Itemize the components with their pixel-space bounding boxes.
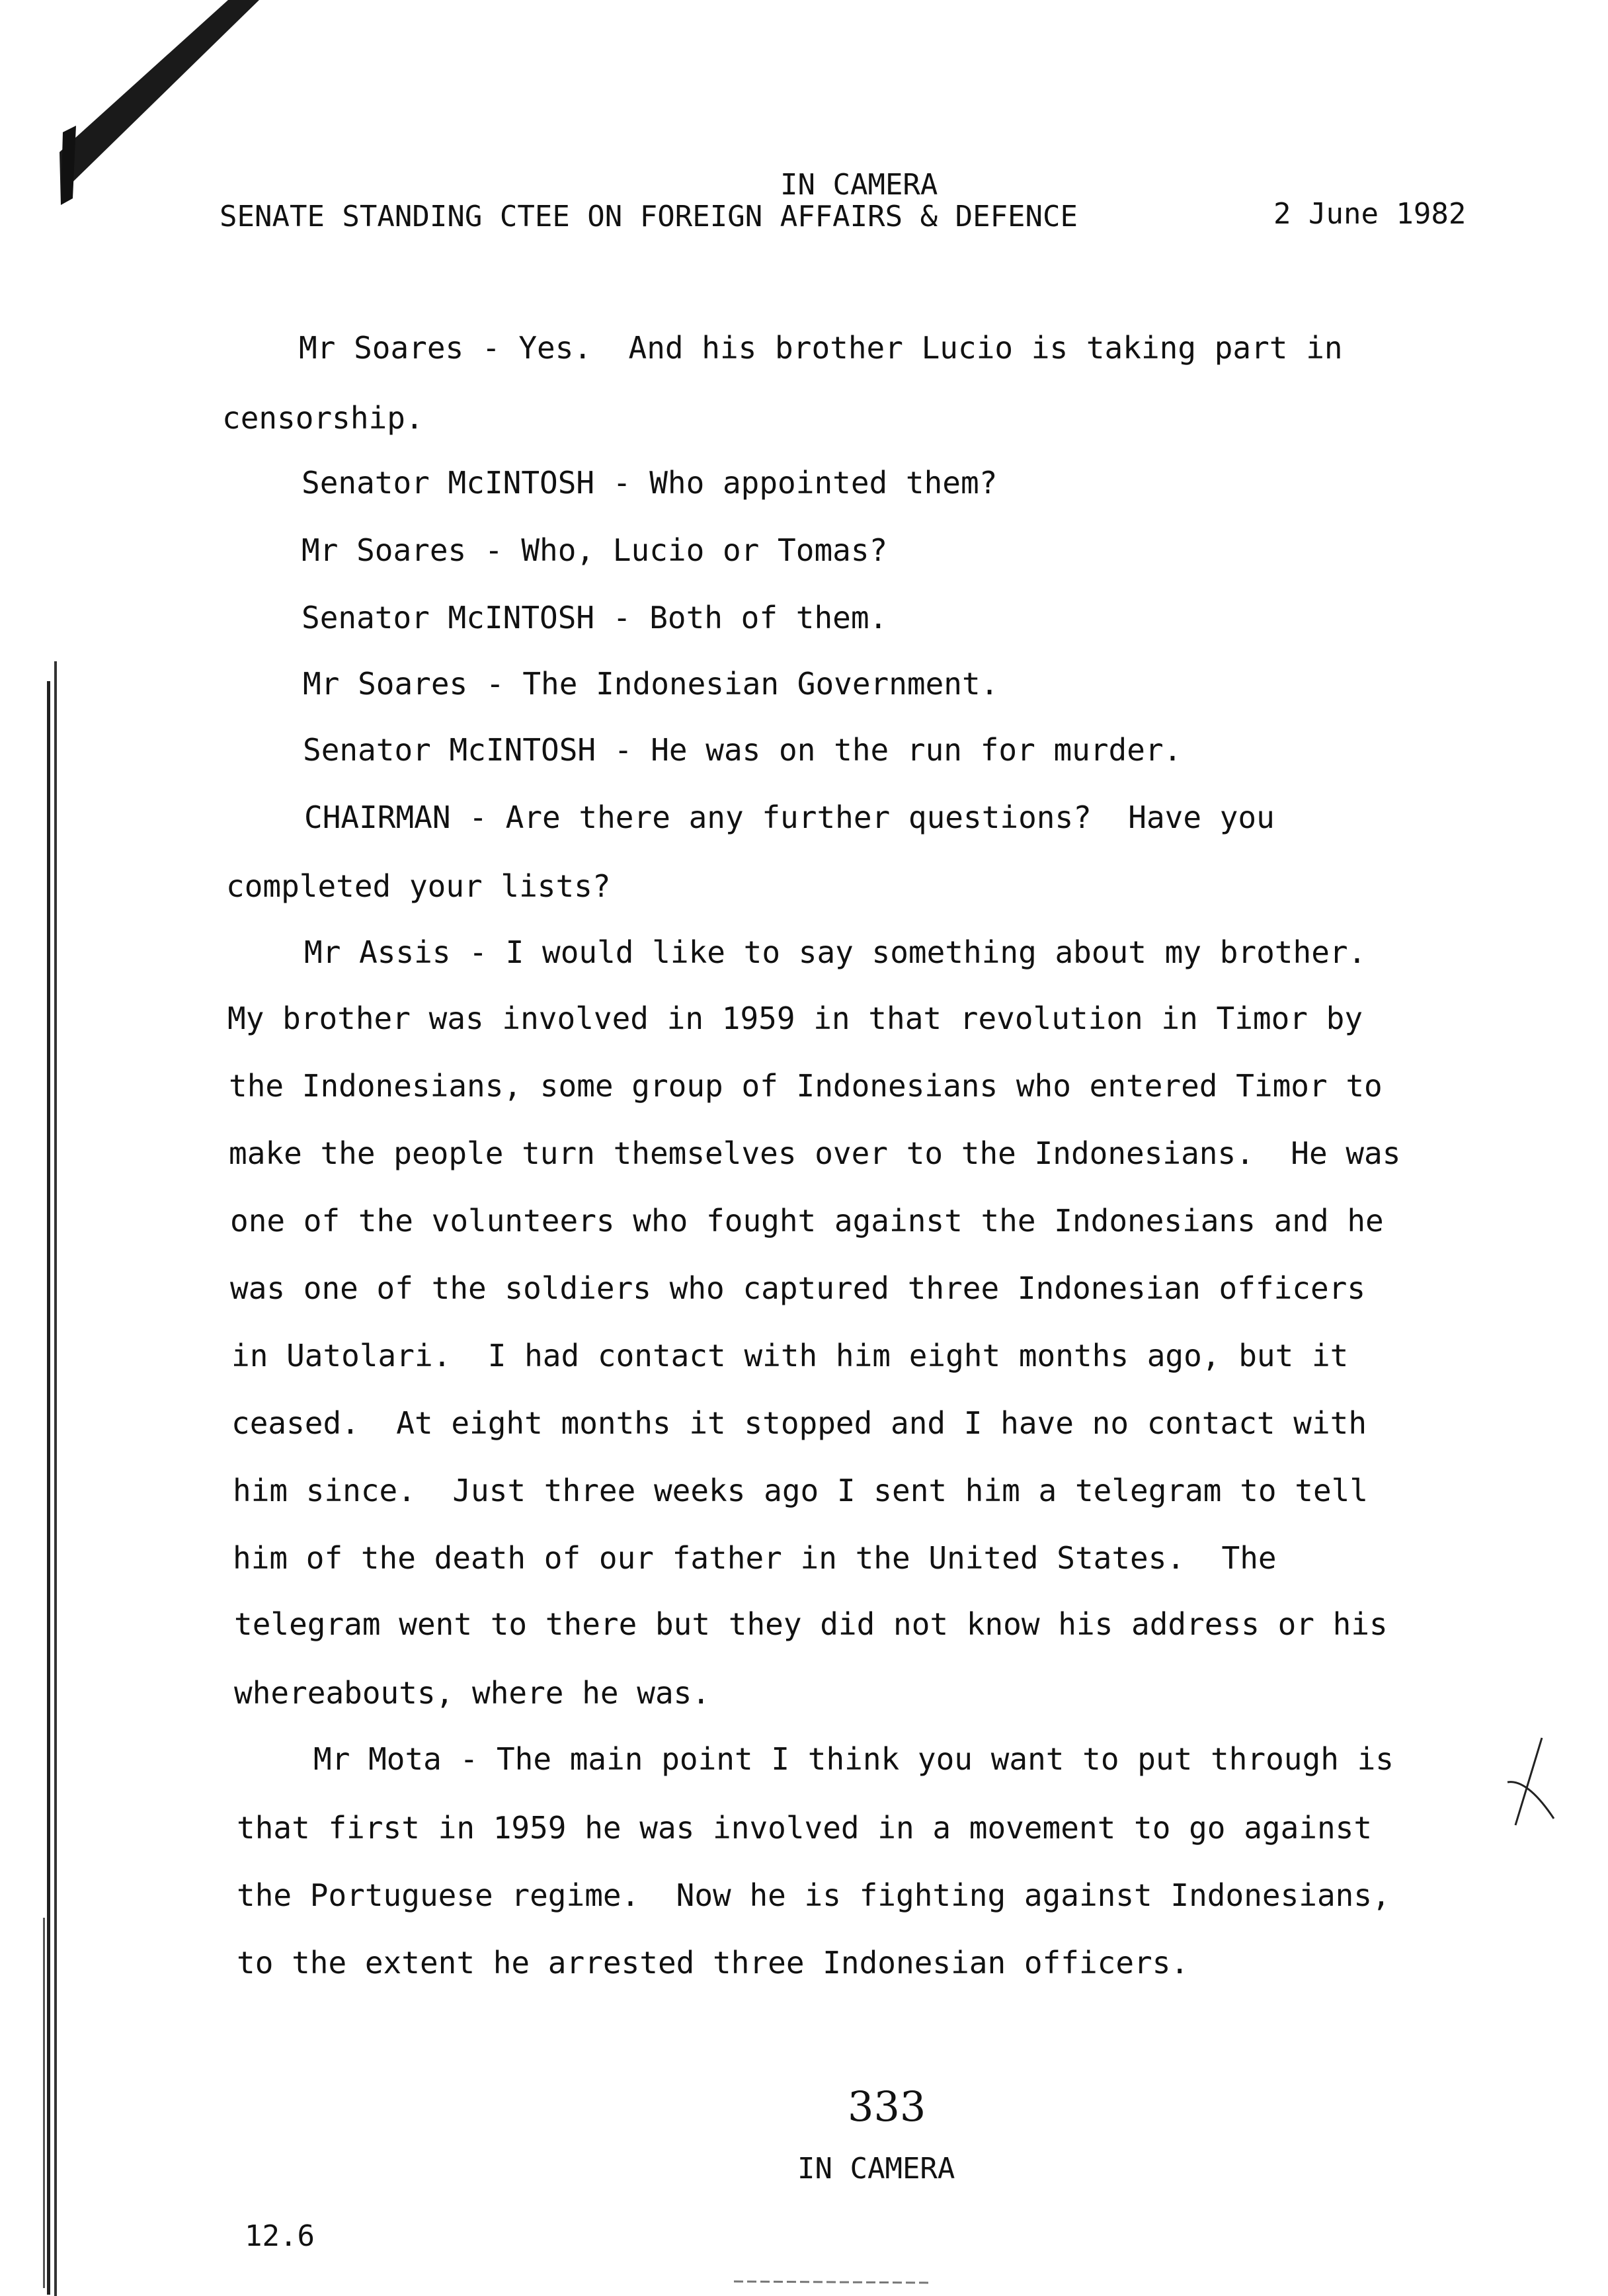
transcript-line: the Indonesians, some group of Indonesians who entered Timor to [229,1068,1383,1104]
transcript-line: Mr Soares - The Indonesian Government. [303,666,999,702]
transcript-line: that first in 1959 he was involved in a movement to go against [237,1810,1373,1846]
transcript-line: him of the death of our father in the United States. The [233,1540,1277,1576]
transcript-line: was one of the soldiers who captured three Indonesian officers [230,1270,1366,1306]
binding-lines [20,661,60,2296]
transcript-line: the Portuguese regime. Now he is fighting against Indonesians, [237,1877,1390,1913]
transcript-line: one of the volunteers who fought against the Indonesians and he [230,1203,1384,1239]
document-date: 2 June 1982 [1273,197,1467,231]
transcript-line: whereabouts, where he was. [234,1675,711,1711]
transcript-line: Senator McINTOSH - Both of them. [302,600,888,636]
transcript-line: Senator McINTOSH - Who appointed them? [302,465,998,501]
transcript-line: telegram went to there but they did not know his address or his [234,1606,1388,1642]
committee-title: SENATE STANDING CTEE ON FOREIGN AFFAIRS & DEFENCE [220,200,1078,233]
transcript-line: My brother was involved in 1959 in that revolution in Timor by [227,1001,1363,1036]
transcript-line: ceased. At eight months it stopped and I have no contact with [231,1405,1367,1441]
transcript-line: CHAIRMAN - Are there any further questions? Have you [304,800,1275,835]
transcript-line: Mr Soares - Yes. And his brother Lucio is taking part in [299,330,1343,366]
transcript-line: Senator McINTOSH - He was on the run for murder. [303,732,1182,768]
classification-footer: IN CAMERA [797,2152,955,2186]
classification-header: IN CAMERA [780,168,938,202]
handwritten-x-mark [1501,1733,1560,1832]
page-number: 333 [848,2082,926,2131]
transcript-line: to the extent he arrested three Indonesian officers. [237,1945,1189,1981]
transcript-line: Mr Mota - The main point I think you want to put through is [313,1741,1394,1777]
transcript-line: in Uatolari. I had contact with him eight months ago, but it [231,1338,1349,1374]
transcript-line: Mr Soares - Who, Lucio or Tomas? [302,532,888,568]
transcript-line: censorship. [222,400,424,436]
transcript-line: Mr Assis - I would like to say something about my brother. [304,934,1367,970]
transcript-line: make the people turn themselves over to the Indonesians. He was [229,1135,1401,1171]
transcript-line: completed your lists? [226,868,611,904]
scan-bottom-smudge [734,2275,945,2288]
scan-corner-mark [0,0,278,225]
document-reference: 12.6 [245,2219,315,2253]
transcript-line: him since. Just three weeks ago I sent him a telegram to tell [233,1473,1369,1508]
